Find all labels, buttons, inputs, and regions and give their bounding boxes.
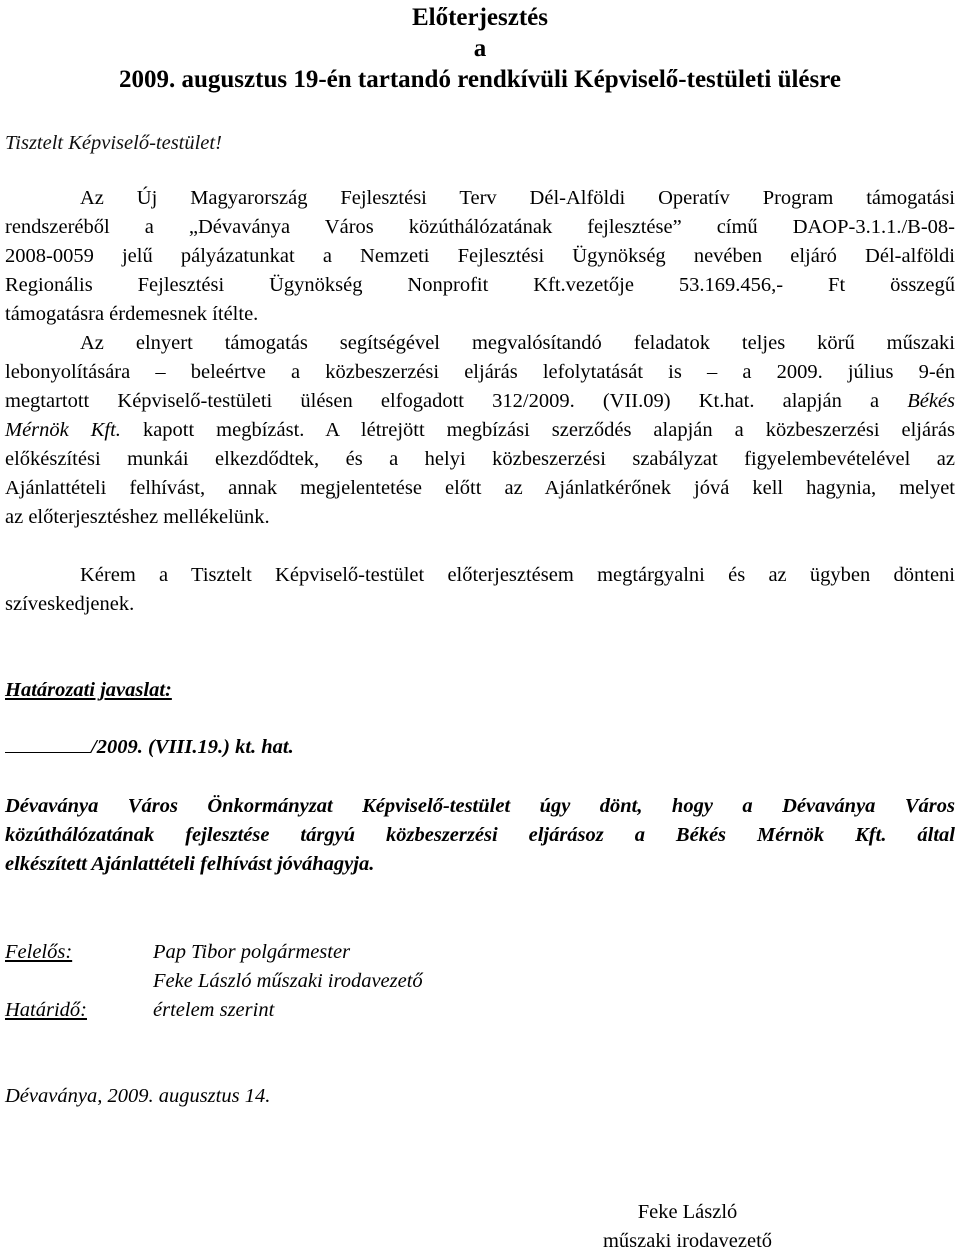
- responsible-label: Felelős:: [5, 941, 73, 963]
- resolution-number-text: /2009. (VIII.19.) kt. hat.: [91, 736, 294, 758]
- responsible-person-2: Feke László műszaki irodavezető: [153, 970, 423, 992]
- signer-role: műszaki irodavezető: [602, 1230, 773, 1252]
- p2-line-text: kapott megbízást. A létrejött megbízási szerződés alapján a közbeszerzési eljárás: [142, 419, 955, 441]
- p3-line: szíveskedjenek.: [5, 593, 135, 615]
- p2-line: Ajánlattételi felhívást, annak megjelentetése előtt az Ajánlatkérőnek jóvá kell hagynia, melyet: [5, 477, 955, 499]
- signer-name: Feke László: [637, 1201, 738, 1223]
- p2-line: az előterjesztéshez mellékelünk.: [5, 506, 270, 528]
- p2-line: lebonyolítására – beleértve a közbeszerzési eljárás lefolytatását is – a 2009. július 9-én: [5, 361, 955, 383]
- resolution-line: Dévaványa Város Önkormányzat Képviselő-testület úgy dönt, hogy a Dévaványa Város: [5, 795, 955, 817]
- p2-line: előkészítési munkái elkezdődtek, és a helyi közbeszerzési szabályzat figyelembevételével az: [5, 448, 955, 470]
- place-and-date: Dévaványa, 2009. augusztus 14.: [5, 1085, 271, 1107]
- contractor-name-part: Békés: [907, 390, 955, 412]
- p2-line-text: megtartott Képviselő-testületi ülésen elfogadott 312/2009. (VII.09) Kt.hat. alapján a: [5, 390, 880, 412]
- body-paragraph-1: [5, 184, 955, 532]
- document-title: Előterjesztés: [411, 4, 549, 31]
- p1-line: rendszeréből a „Dévaványa Város közúthálózatának fejlesztése” című DAOP-3.1.1./B-08-: [5, 216, 955, 238]
- p1-line: Regionális Fejlesztési Ügynökség Nonprofit Kft.vezetője 53.169.456,- Ft összegű: [5, 274, 955, 296]
- contractor-name-part: Mérnök Kft.: [5, 419, 121, 441]
- resolution-number: [5, 733, 294, 762]
- greeting: Tisztelt Képviselő-testület!: [5, 132, 222, 154]
- p2-line: [5, 416, 955, 445]
- resolution-line: közúthálózatának fejlesztése tárgyú közbeszerzési eljárásoz a Békés Mérnök Kft. által: [5, 824, 955, 846]
- resolution-line: elkészített Ajánlattételi felhívást jóváhagyja.: [5, 853, 375, 875]
- responsible-person-1: Pap Tibor polgármester: [153, 941, 351, 963]
- document-subtitle: 2009. augusztus 19-én tartandó rendkívüli Képviselő-testületi ülésre: [118, 66, 841, 93]
- p3-line: Kérem a Tisztelt Képviselő-testület előterjesztésem megtárgyalni és az ügyben dönteni: [80, 564, 955, 586]
- document-title-connector: a: [473, 35, 487, 62]
- resolution-number-blank: [5, 733, 91, 753]
- resolution-heading: Határozati javaslat:: [5, 679, 172, 701]
- resolution-text: [5, 792, 955, 879]
- p1-line: 2008-0059 jelű pályázatunkat a Nemzeti Fejlesztési Ügynökség nevében eljáró Dél-alföldi: [5, 245, 955, 267]
- deadline-value: értelem szerint: [153, 999, 275, 1021]
- p1-line: támogatásra érdemesnek ítélte.: [5, 303, 259, 325]
- p1-line: Az Új Magyarország Fejlesztési Terv Dél-Alföldi Operatív Program támogatási: [80, 187, 955, 209]
- body-paragraph-3: [5, 561, 955, 619]
- p2-line: [5, 387, 955, 416]
- deadline-label: Határidő:: [5, 999, 87, 1021]
- p2-line: Az elnyert támogatás segítségével megvalósítandó feladatok teljes körű műszaki: [80, 332, 955, 354]
